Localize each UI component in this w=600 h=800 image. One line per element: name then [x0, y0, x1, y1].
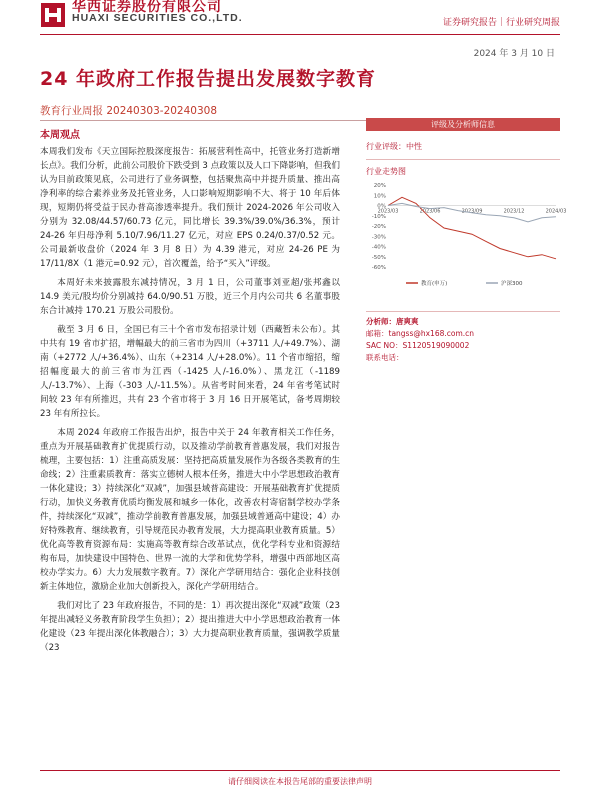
x-tick-label: 2023/09 [461, 208, 483, 215]
legend-label-0: 教育(申万) [421, 281, 448, 287]
rating-value: 中性 [406, 142, 422, 151]
analyst-name: 唐爽爽 [396, 317, 419, 326]
legend-label-1: 沪深300 [501, 281, 523, 287]
page-header [0, 0, 600, 42]
y-tick-label: -20% [371, 224, 386, 230]
body-paragraph: 截至 3 月 6 日，全国已有三十个省市发布招录计划（西藏暂未公布）。其中共有 19 省市扩招，增幅最大的前三省市为四川（+3711 人/+49.7%）、湖南（+2772 人/+36.4%）、山东（+2314 人/+28.0%）。11 个省市缩招，缩招幅度最大的前三省市为江西（-1425 人/-16.0%）、黑龙江（-1189 人/-13.7%）、上海（-303 人/-11.5%）。从省考时间来看，24 年省考笔试时间较 23 年有所推迟，共有 23 个省市将于 3 月 16 日开展笔试，备考周期较 23 年有所拉长。 [40, 325, 340, 419]
panel-header: 评级及分析师信息 [366, 118, 560, 131]
body-paragraph: 本周我们发布《天立国际控股深度报告：拓展营利性高中，托管业务打造新增长点》。我们分析，此前公司股价下跌受到 3 点政策以及人口下降影响，但我们认为目前政策见底，公司进行了业务调整，包括聚焦高中并提升质量、推出高净利率的综合素养业务及托管业务，人口影响短期影响不大、将于 10 年后体现，短期仍将受益于民办普高渗透率提升。我们预计 2024-2026 年公司收入分别为 32.08/44.57/60.73 亿元，同比增长 39.3%/39.0%/36.3%，预计 24-26 年归母净利 5.10/7.96/11.27 亿元，对应 EPS 0.24/0.37/0.52 元。公司最新收盘价（2024 年 3 月 8 日）为 4.39 港元，对应 24-26 PE 为 17/11/8X（1 港元=0.92 元），首次覆盖，给予“买入”评级。 [40, 147, 340, 269]
y-tick-label: -30% [371, 234, 386, 241]
body-paragraph: 本周 2024 年政府工作报告出炉，报告中关于 24 年教育相关工作任务，重点为开展基础教育扩优提质行动，以及推动学前教育普惠发展，我们对报告梳理，主要包括：1）注重高质发展：坚持把高质量发展作为各级各类教育的生命线；2）注重素质教育：落实立德树人根本任务，推进大中小学思想政治教育一体化建设；3）持续深化“双减”，加强县域普高建设：开展基础教育扩优提质行动，加快义务教育优质均衡发展和城乡一体化，改善农村寄宿制学校办学条件，持续深化“双减”，推动学前教育普惠发展，加强县域普通高中建设；4）办好特殊教育、继续教育，引导规范民办教育发展，大力提高职业教育质量。5）优化高等教育资源布局：实施高等教育综合改革试点，优化学科专业和资源结构布局，加快建设中国特色、世界一流的大学和优势学科，增强中西部地区高校办学实力。6）大力发展数字教育。7）深化产学研用结合：强化企业科技创新主体地位，激励企业加大创新投入，深化产学研用结合。 [40, 428, 340, 592]
analyst-info [366, 311, 560, 364]
y-tick-label: 0% [377, 203, 386, 210]
series-line-1 [388, 203, 556, 222]
y-tick-label: -40% [371, 244, 386, 251]
main-body [40, 126, 340, 660]
side-panel [366, 118, 567, 364]
analyst-phone-label: 联系电话： [366, 353, 404, 362]
body-paragraph: 本周好未来披露股东减持情况，3 月 1 日，公司董事刘亚超/张邦鑫以 14.9 美元/股均价分别减持 64.0/90.51 万股，近三个月内公司共 6 名董事股东合计减持 170.21 万股公司股份。 [40, 278, 340, 316]
analyst-email[interactable]: tangss@hx168.com.cn [388, 329, 475, 338]
x-tick-label: 2023/03 [377, 208, 399, 215]
analyst-name-label: 分析师： [366, 317, 396, 326]
series-line-0 [388, 197, 556, 258]
y-tick-label: -50% [371, 254, 386, 261]
report-subtitle: 教育行业周报 20240303-20240308 [40, 105, 218, 117]
header-divider [40, 34, 560, 35]
industry-trend-chart [366, 181, 567, 293]
huaxi-logo-icon [40, 2, 66, 28]
company-name-en: HUAXI SECURITIES CO.,LTD. [72, 12, 243, 24]
x-tick-label: 2023/12 [503, 208, 525, 215]
x-tick-label: 2023/06 [419, 208, 441, 215]
footer-divider [40, 770, 560, 771]
report-title: 24 年政府工作报告提出发展数字教育 [40, 68, 377, 90]
rating-divider [366, 159, 560, 160]
analyst-sac: S1120519090002 [402, 341, 470, 350]
footer-disclaimer: 请仔细阅读在本报告尾部的重要法律声明 [228, 777, 372, 786]
y-tick-label: 20% [373, 183, 386, 189]
y-tick-label: 10% [373, 193, 386, 200]
analyst-sac-label: SAC NO： [366, 341, 403, 350]
rating-label: 行业评级： [366, 142, 406, 151]
body-paragraph: 我们对比了 23 年政府报告，不同的是：1）再次提出深化“双减”政策（23 年提出减轻义务教育阶段学生负担）；2）提出推进大中小学思想政治教育一体化建设（23 年提出深化体教融合）；3）大力提高职业教育质量，强调教学质量（23 [40, 601, 340, 653]
trend-chart-title: 行业走势图 [366, 167, 406, 176]
report-category-tags: 证券研究报告｜行业研究周报 [442, 18, 560, 28]
y-tick-label: -60% [371, 265, 386, 271]
x-tick-label: 2024/03 [545, 208, 567, 215]
y-tick-label: -10% [371, 213, 386, 220]
analyst-email-label: 邮箱： [366, 329, 389, 338]
report-date: 2024 年 3 月 10 日 [473, 49, 555, 59]
section-title: 本周观点 [40, 130, 80, 141]
industry-rating [366, 141, 560, 155]
company-name-cn: 华西证券股份有限公司 [72, 0, 222, 15]
